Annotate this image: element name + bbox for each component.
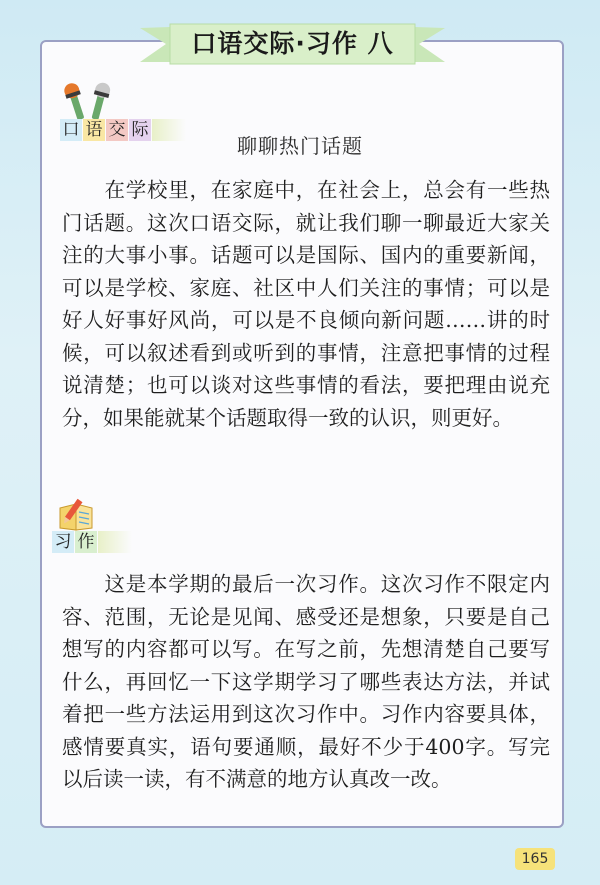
oral-communication-paragraph: 在学校里，在家庭中，在社会上，总会有一些热门话题。这次口语交际，就让我们聊一聊最近大家关注的大事小事。话题可以是国际、国内的重要新闻，可以是学校、家庭、社区中人们关注的事情；可以是好人好事好风尚，可以是不良倾向新问题……讲的时候，可以叙述看到或听到的事情，注意把事情的过程说清楚；也可以谈对这些事情的看法，要把理由说充分，如果能就某个话题取得一致的认识，则更好。 <box>62 178 550 430</box>
page-number: 165 <box>515 848 555 870</box>
tag-char: 语 <box>83 119 105 141</box>
topic-title: 聊聊热门话题 <box>237 134 363 158</box>
tag-char: 习 <box>52 531 74 553</box>
tag-char: 口 <box>60 119 82 141</box>
writing-tag <box>52 530 132 554</box>
tag-tail-decoration <box>98 531 132 553</box>
writing-paragraph: 这是本学期的最后一次习作。这次习作不限定内容、范围，无论是见闻、感受还是想象，只要是自己想写的内容都可以写。在写之前，先想清楚自己要写什么，再回忆一下这学期学习了哪些表达方法，并试着把一些方法运用到这次习作中。习作内容要具体，感情要真实，语句要通顺，最好不少于400字。写完以后读一读，有不满意的地方认真改一改。 <box>62 572 550 791</box>
tag-char: 际 <box>129 119 151 141</box>
tag-char: 作 <box>75 531 97 553</box>
tag-char: 交 <box>106 119 128 141</box>
header-banner <box>140 22 445 66</box>
microphone-icon <box>60 80 118 122</box>
book-pencil-icon <box>58 498 96 532</box>
page-title: 口语交际·习作 八 <box>191 29 394 58</box>
